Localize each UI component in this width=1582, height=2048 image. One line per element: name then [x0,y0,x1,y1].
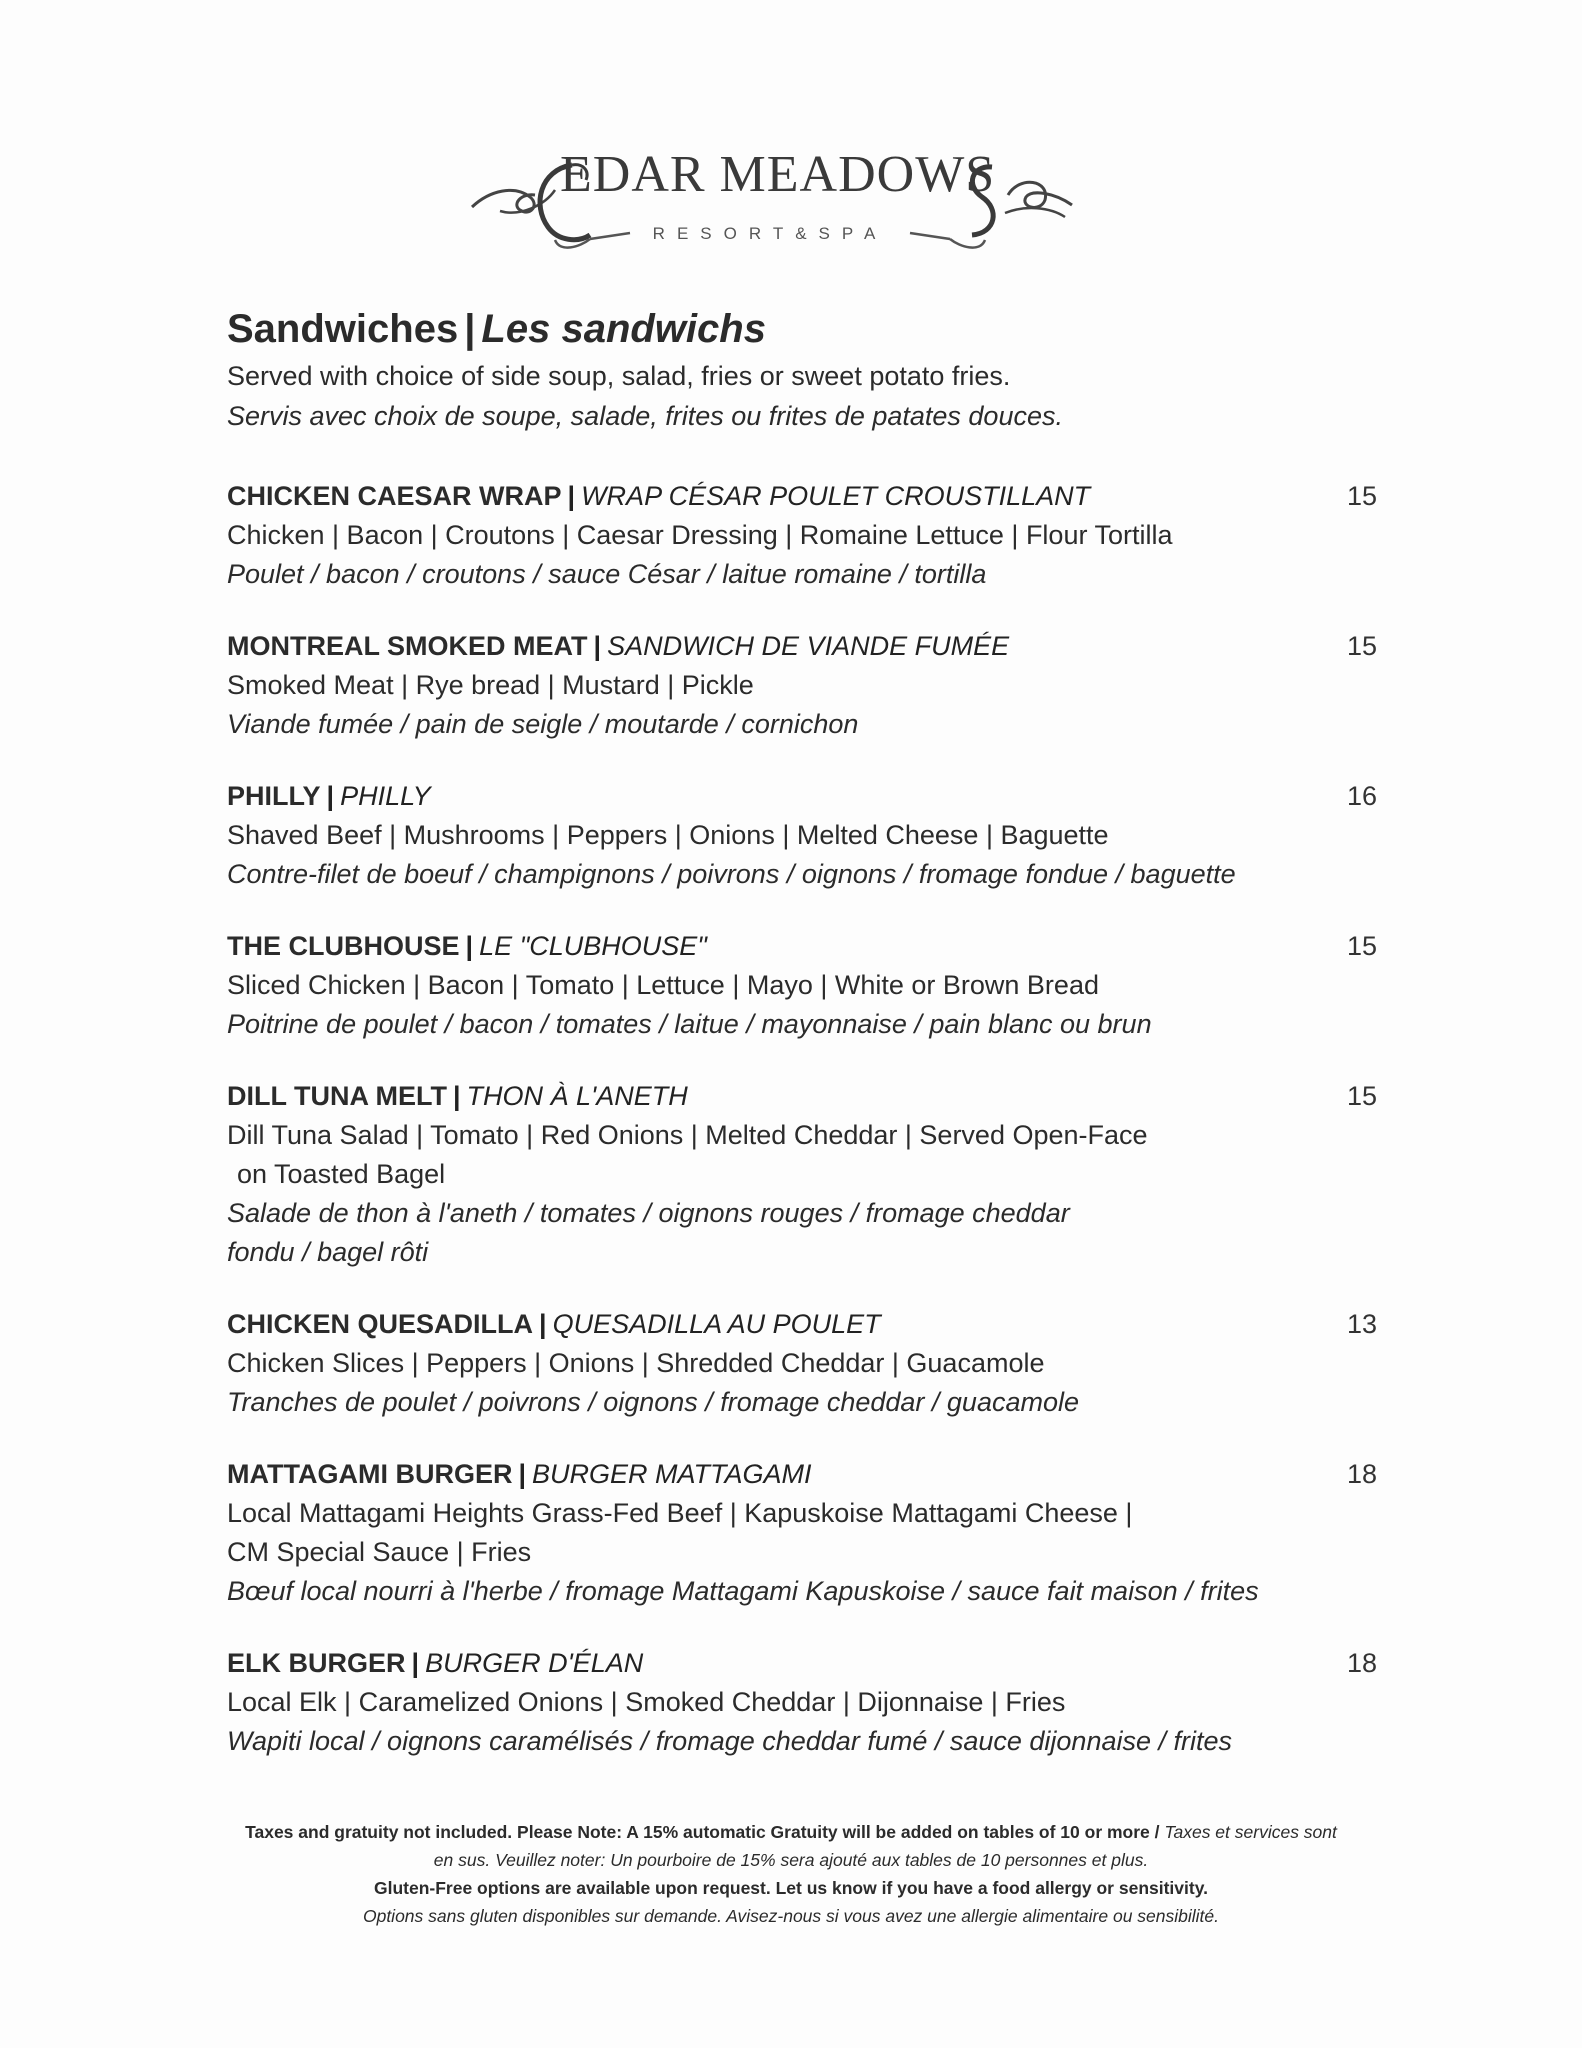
menu-items-list [227,476,1377,1793]
menu-item-name-fr: SANDWICH DE VIANDE FUMÉE [607,631,1010,661]
menu-item-description-fr: Salade de thon à l'aneth / tomates / oignons rouges / fromage cheddar [227,1198,1070,1228]
menu-item-price: 18 [1346,1648,1377,1678]
menu-item-description-fr: Viande fumée / pain de seigle / moutarde / cornichon [227,709,859,739]
menu-item-description-fr: Poitrine de poulet / bacon / tomates / laitue / mayonnaise / pain blanc ou brun [227,1009,1152,1039]
menu-item-description-en: Sliced Chicken | Bacon | Tomato | Lettuce | Mayo | White or Brown Bread [227,970,1099,1000]
menu-item-description-en: Shaved Beef | Mushrooms | Peppers | Onions | Melted Cheese | Baguette [227,820,1109,850]
menu-item-description-fr-cont: fondu / bagel rôti [227,1237,429,1267]
menu-item-name: CHICKEN QUESADILLA [227,1309,534,1339]
menu-item-separator: | [465,931,474,961]
menu-item-separator: | [518,1459,527,1489]
section-description-en: Served with choice of side soup, salad, fries or sweet potato fries. [227,361,1011,391]
menu-item-heading [227,1454,1377,1494]
footer-taxes-fr: Taxes et services sont [1164,1822,1337,1842]
menu-item-separator: | [539,1309,547,1339]
menu-item-heading [227,926,1377,966]
menu-item-heading [227,776,1377,816]
menu-item-name-fr: PHILLY [340,781,431,811]
footer-taxes-en: Taxes and gratuity not included. Please Note: A 15% automatic Gratuity will be added on tables of 10 or more / [245,1822,1160,1842]
menu-item [227,776,1377,894]
menu-item-description-fr: Wapiti local / oignons caramélisés / fromage cheddar fumé / sauce dijonnaise / frites [227,1726,1232,1756]
menu-item-name: MONTREAL SMOKED MEAT [227,631,588,661]
menu-item-name-fr: QUESADILLA AU POULET [552,1309,881,1339]
menu-item-separator: | [567,481,576,511]
menu-item-price: 15 [1346,481,1377,511]
footer-line-1 [130,1818,1452,1846]
footer-gluten-fr: Options sans gluten disponibles sur demande. Avisez-nous si vous avez une allergie alimentaire ou sensibilité. [362,1906,1220,1926]
resort-logo [460,135,1080,265]
menu-item-description-en: Chicken | Bacon | Croutons | Caesar Dressing | Romaine Lettuce | Flour Tortilla [227,520,1173,550]
menu-item-heading [227,1076,1377,1116]
menu-item-name-fr: LE "CLUBHOUSE" [479,931,707,961]
logo-subtitle: RESORT&SPA [652,224,888,243]
menu-item-heading [227,626,1377,666]
menu-item-separator: | [326,781,335,811]
menu-item [227,1076,1377,1272]
menu-item-name: THE CLUBHOUSE [227,931,460,961]
section-title-en: Sandwiches [227,307,459,351]
menu-item-separator: | [593,631,602,661]
menu-item-price: 15 [1346,631,1377,661]
menu-item-description-fr: Tranches de poulet / poivrons / oignons / fromage cheddar / guacamole [227,1387,1080,1417]
menu-item-separator: | [452,1081,461,1111]
section-title-separator: | [464,307,476,351]
menu-item [227,1304,1377,1422]
menu-item-name-fr: THON À L'ANETH [466,1081,688,1111]
menu-item-name: PHILLY [227,781,321,811]
menu-item-name-fr: BURGER D'ÉLAN [425,1648,644,1678]
sandwiches-section-header [227,302,1377,436]
section-description-fr: Servis avec choix de soupe, salade, frites ou frites de patates douces. [227,401,1063,431]
menu-item [227,1454,1377,1611]
menu-footer-notes [130,1818,1452,1930]
menu-item-heading [227,1643,1377,1683]
menu-item [227,626,1377,744]
menu-item-description-fr: Poulet / bacon / croutons / sauce César / laitue romaine / tortilla [227,559,987,589]
menu-item-description-en-cont: on Toasted Bagel [237,1159,446,1189]
menu-item-description-en: Local Mattagami Heights Grass-Fed Beef | Kapuskoise Mattagami Cheese | [227,1498,1133,1528]
menu-item-price: 18 [1346,1459,1377,1489]
menu-item-description-en: Local Elk | Caramelized Onions | Smoked Cheddar | Dijonnaise | Fries [227,1687,1066,1717]
menu-item-description-fr: Contre-filet de boeuf / champignons / poivrons / oignons / fromage fondue / baguette [227,859,1236,889]
menu-item-heading [227,1304,1377,1344]
menu-item-description-en: Dill Tuna Salad | Tomato | Red Onions | Melted Cheddar | Served Open-Face [227,1120,1148,1150]
menu-item-description-fr: Bœuf local nourri à l'herbe / fromage Mattagami Kapuskoise / sauce fait maison / frites [227,1576,1259,1606]
footer-gluten-en: Gluten-Free options are available upon request. Let us know if you have a food allergy or sensitivity. [373,1878,1209,1898]
menu-item-name-fr: BURGER MATTAGAMI [532,1459,812,1489]
menu-item-price: 15 [1346,1081,1377,1111]
menu-item-name-fr: WRAP CÉSAR POULET CROUSTILLANT [581,481,1091,511]
menu-item-description-en: Chicken Slices | Peppers | Onions | Shredded Cheddar | Guacamole [227,1348,1045,1378]
menu-item-description-en: Smoked Meat | Rye bread | Mustard | Pickle [227,670,754,700]
section-title-fr: Les sandwichs [481,307,766,351]
menu-item-description-en-cont: CM Special Sauce | Fries [227,1537,532,1567]
logo-wordmark: EDAR MEADOWS [560,146,996,203]
menu-item-price: 15 [1346,931,1377,961]
footer-gratuity-fr: en sus. Veuillez noter: Un pourboire de 15% sera ajouté aux tables de 10 personnes et plus. [433,1850,1149,1870]
menu-item-price: 16 [1346,781,1377,811]
menu-item-price: 13 [1346,1309,1377,1339]
menu-item [227,926,1377,1044]
menu-item [227,1643,1377,1761]
menu-item-name: MATTAGAMI BURGER [227,1459,513,1489]
section-title [227,302,1377,356]
menu-item-name: ELK BURGER [227,1648,406,1678]
menu-item-heading [227,476,1377,516]
menu-item-name: DILL TUNA MELT [227,1081,447,1111]
menu-item-name: CHICKEN CAESAR WRAP [227,481,562,511]
menu-item [227,476,1377,594]
menu-item-separator: | [411,1648,420,1678]
